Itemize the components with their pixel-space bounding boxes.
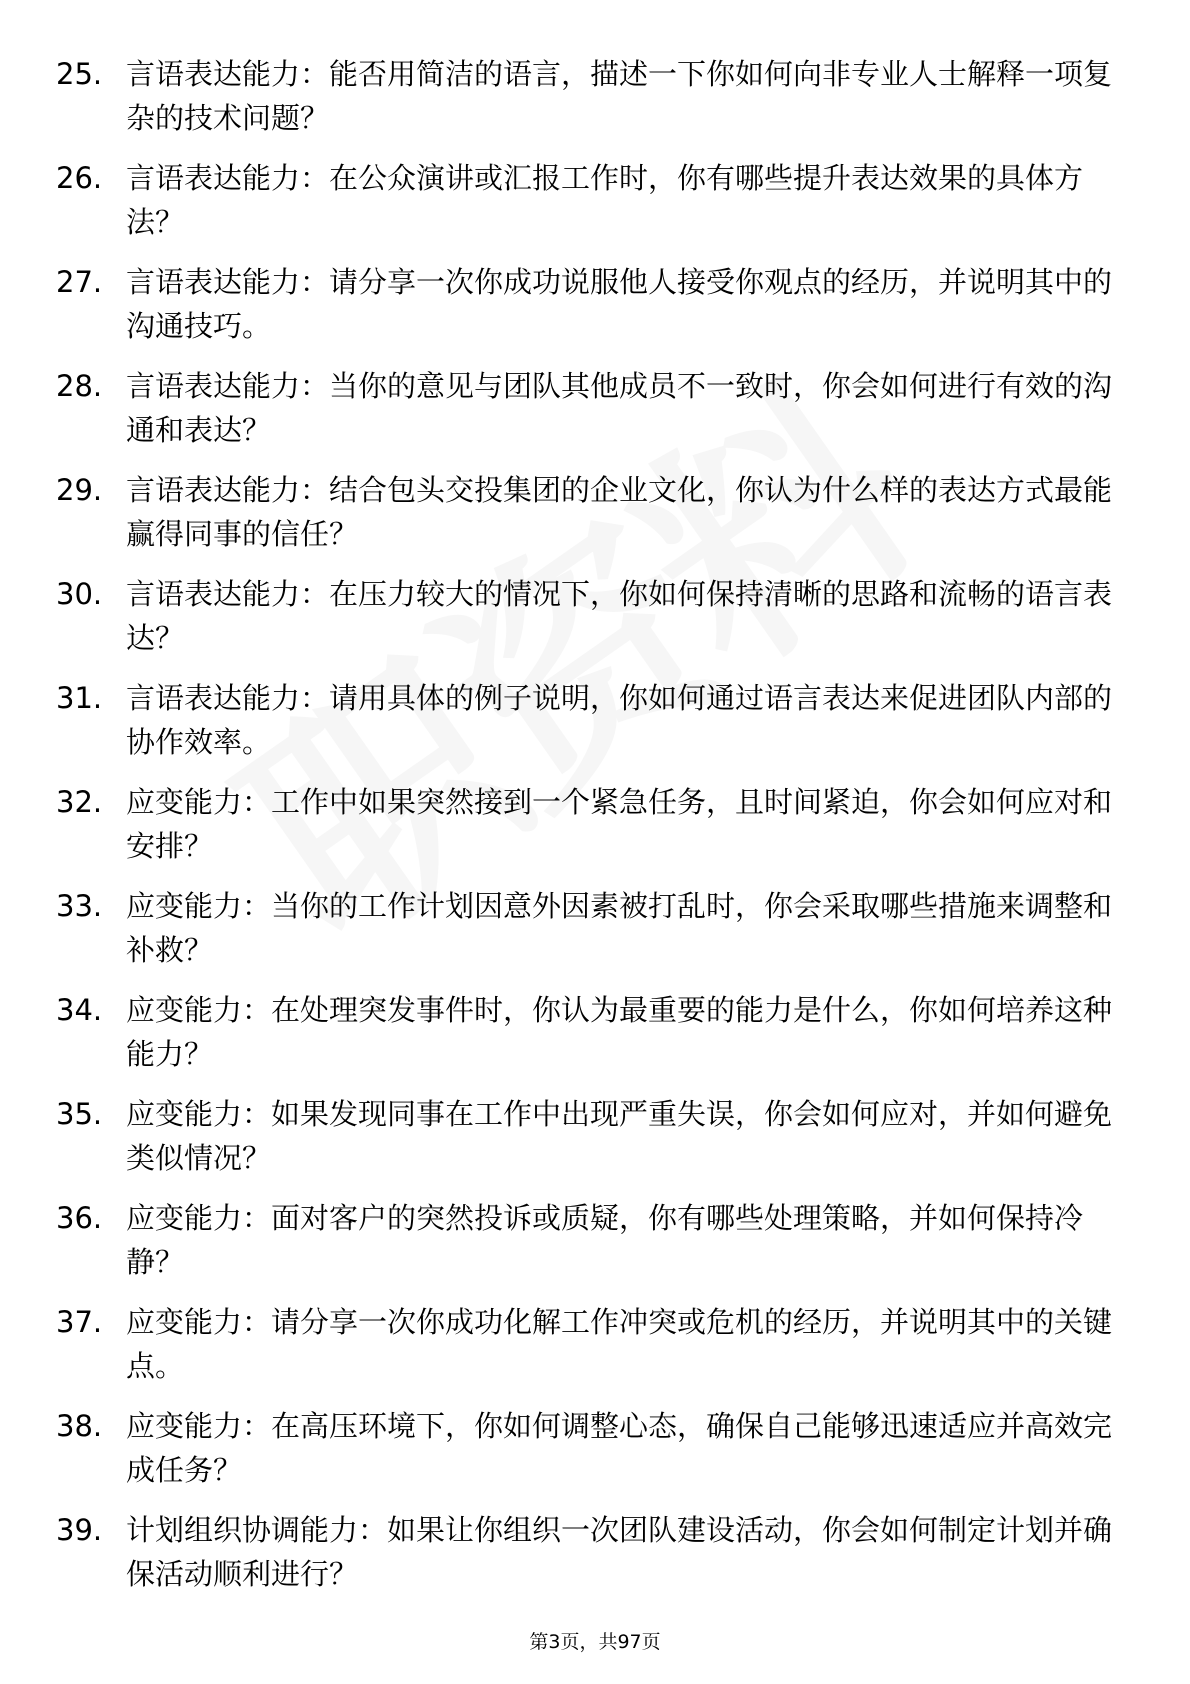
question-item [0, 1300, 1190, 1404]
question-text: 应变能力：工作中如果突然接到一个紧急任务，且时间紧迫，你会如何应对和安排？ [126, 785, 1113, 863]
question-item [0, 1508, 1190, 1612]
question-item [0, 676, 1190, 780]
question-number: 28. [56, 369, 103, 403]
question-text: 言语表达能力：请分享一次你成功说服他人接受你观点的经历，并说明其中的沟通技巧。 [126, 265, 1113, 343]
question-text: 言语表达能力：当你的意见与团队其他成员不一致时，你会如何进行有效的沟通和表达？ [126, 369, 1113, 447]
question-text: 计划组织协调能力：如果让你组织一次团队建设活动，你会如何制定计划并确保活动顺利进行？ [126, 1513, 1113, 1591]
question-text: 应变能力：当你的工作计划因意外因素被打乱时，你会采取哪些措施来调整和补救？ [126, 889, 1113, 967]
question-item [0, 260, 1190, 364]
question-number: 39. [56, 1513, 103, 1547]
question-text: 言语表达能力：在压力较大的情况下，你如何保持清晰的思路和流畅的语言表达？ [126, 577, 1113, 655]
question-list [0, 52, 1190, 1612]
question-text: 应变能力：请分享一次你成功化解工作冲突或危机的经历，并说明其中的关键点。 [126, 1305, 1113, 1383]
page-indicator: 第3页，共97页 [529, 1631, 661, 1653]
question-item [0, 572, 1190, 676]
question-item [0, 780, 1190, 884]
question-item [0, 1404, 1190, 1508]
question-item [0, 884, 1190, 988]
question-number: 34. [56, 993, 103, 1027]
question-text: 应变能力：在高压环境下，你如何调整心态，确保自己能够迅速适应并高效完成任务？ [126, 1409, 1113, 1487]
question-text: 言语表达能力：能否用简洁的语言，描述一下你如何向非专业人士解释一项复杂的技术问题？ [126, 57, 1113, 135]
question-number: 30. [56, 577, 103, 611]
question-text: 言语表达能力：请用具体的例子说明，你如何通过语言表达来促进团队内部的协作效率。 [126, 681, 1113, 759]
question-item [0, 156, 1190, 260]
question-text: 言语表达能力：结合包头交投集团的企业文化，你认为什么样的表达方式最能赢得同事的信任？ [126, 473, 1113, 551]
question-item [0, 1196, 1190, 1300]
question-number: 36. [56, 1201, 103, 1235]
question-number: 38. [56, 1409, 103, 1443]
question-item [0, 52, 1190, 156]
question-text: 言语表达能力：在公众演讲或汇报工作时，你有哪些提升表达效果的具体方法？ [126, 161, 1084, 239]
question-number: 32. [56, 785, 103, 819]
question-item [0, 364, 1190, 468]
question-item [0, 1092, 1190, 1196]
question-number: 33. [56, 889, 103, 923]
question-number: 25. [56, 57, 103, 91]
question-item [0, 468, 1190, 572]
question-item [0, 988, 1190, 1092]
question-text: 应变能力：在处理突发事件时，你认为最重要的能力是什么，你如何培养这种能力？ [126, 993, 1113, 1071]
question-number: 27. [56, 265, 103, 299]
question-number: 35. [56, 1097, 103, 1131]
question-number: 31. [56, 681, 103, 715]
question-number: 26. [56, 161, 103, 195]
question-text: 应变能力：面对客户的突然投诉或质疑，你有哪些处理策略，并如何保持冷静？ [126, 1201, 1084, 1279]
question-number: 29. [56, 473, 103, 507]
question-number: 37. [56, 1305, 103, 1339]
question-text: 应变能力：如果发现同事在工作中出现严重失误，你会如何应对，并如何避免类似情况？ [126, 1097, 1113, 1175]
